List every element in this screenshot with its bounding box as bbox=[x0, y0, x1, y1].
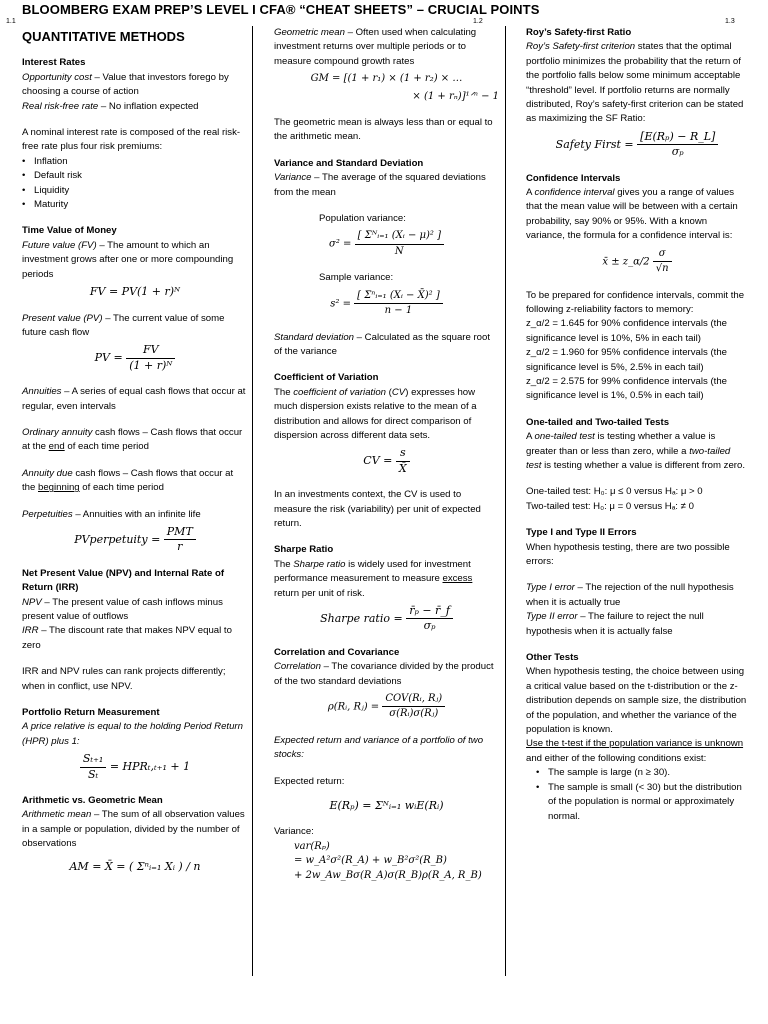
column-2 bbox=[274, 26, 499, 883]
correlation-def: Correlation – The covariance divided by the product of the two standard deviations bbox=[274, 661, 494, 687]
two-tailed-hypothesis: Two-tailed test: H₀: μ = 0 versus Hₐ: ≠ 0 bbox=[526, 500, 694, 512]
column-divider-2 bbox=[505, 26, 506, 976]
portfolio-variance-line3: + 2w_Aw_Bσ(R_A)σ(R_B)ρ(R_A, R_B) bbox=[294, 869, 482, 881]
future-value-formula: FV = PV(1 + r)ᴺ bbox=[89, 285, 181, 299]
npv-def: NPV – The present value of cash inflows minus present value of outflows bbox=[22, 596, 223, 622]
z-factor-90: z_α/2 = 1.645 for 90% confidence intervals (the significance level is 10%, 5% in each tail) bbox=[526, 318, 728, 344]
heading-other-tests: Other Tests bbox=[526, 652, 579, 664]
heading-type-errors: Type I and Type II Errors bbox=[526, 527, 637, 539]
expected-return-formula: E(Rₚ) = Σᴺᵢ₌₁ wᵢE(Rᵢ) bbox=[329, 799, 444, 813]
errors-intro: When hypothesis testing, there are two possible errors: bbox=[526, 541, 730, 567]
portfolio-variance-line1: var(Rₚ) bbox=[294, 840, 330, 852]
population-variance-formula: σ² = $\frac{\text{[ Σᴺᵢ₌₁ (Xᵢ − μ)² ]}}{N}$ bbox=[274, 229, 499, 259]
expected-return-label: Expected return: bbox=[274, 775, 345, 787]
geometric-mean-formula-line1: GM = [(1 + r₁) × (1 + r₂) × … bbox=[310, 73, 463, 85]
arithmetic-mean-def: Arithmetic mean – The sum of all observation values in a sample or population, divided by the number of observations bbox=[22, 809, 245, 850]
t-test-rule: Use the t-test if the population variance is unknown and either of the following conditions exist: bbox=[526, 738, 744, 764]
ordinary-annuity-def: Ordinary annuity cash flows – Cash flows that occur at the end of each time period bbox=[22, 426, 243, 453]
safety-first-formula: Safety First = $\frac{\text{[E(Rₚ) − R\_L]}}{\text{σₚ}}$ bbox=[526, 130, 748, 160]
list-item: • Default risk bbox=[34, 169, 248, 183]
price-relative-text: A price relative is equal to the holding Period Return (HPR) plus 1: bbox=[22, 721, 243, 747]
geometric-mean-formula-line2: × (1 + rₙ)]¹ᐟⁿ − 1 bbox=[412, 90, 499, 102]
irr-def: IRR – The discount rate that makes NPV equal to zero bbox=[22, 625, 232, 651]
column-1 bbox=[22, 26, 248, 877]
cv-formula: CV = $\frac{s}{X̄}$ bbox=[274, 446, 499, 476]
z-factor-99: z_α/2 = 2.575 for 99% confidence intervals (the significance level is 1%, 0.5% in each tail) bbox=[526, 375, 728, 402]
perpetuity-formula: PVperpetuity = $\frac{\text{PMT}}{r}$ bbox=[22, 525, 248, 555]
section-title: QUANTITATIVE METHODS bbox=[22, 29, 185, 44]
nominal-rate-text: A nominal interest rate is composed of the real risk-free rate plus four risk premiums: bbox=[22, 127, 241, 153]
type-2-error-def: Type II error – The failure to reject the null hypothesis when it is actually false bbox=[526, 611, 704, 637]
roy-def: Roy’s Safety-first criterion states that the optimal portfolio minimizes the probability that the return of the portfolio falls below some minimum acceptable “threshold” level. If portfolio returns are normally distributed, Roy’s safety-first criterion can be stated as maximizing the SF Ratio: bbox=[526, 41, 744, 125]
page-number-2: 1.2 bbox=[473, 18, 483, 25]
column-divider-1 bbox=[252, 26, 253, 976]
portfolio-variance-line2: = w_A²σ²(R_A) + w_B²σ²(R_B) bbox=[294, 855, 447, 867]
variance-def: Variance – The average of the squared deviations from the mean bbox=[274, 172, 486, 198]
sharpe-def: The Sharpe ratio is widely used for investment performance measurement to measure excess return per unit of risk. bbox=[274, 558, 473, 599]
list-item: • Liquidity bbox=[34, 184, 248, 198]
heading-roy: Roy’s Safety-first Ratio bbox=[526, 27, 632, 38]
standard-deviation-def: Standard deviation – Calculated as the square root of the variance bbox=[274, 331, 491, 357]
hpr-formula: $\frac{\text{Sₜ₊₁}}{\text{Sₜ}}$ = HPRₜ,ₜ₊₁ + 1 bbox=[22, 752, 248, 782]
heading-tailed-tests: One-tailed and Two-tailed Tests bbox=[526, 416, 670, 428]
future-value-def: Future value (FV) – The amount to which an investment grows after one or more compounding periods bbox=[22, 239, 234, 280]
correlation-formula: ρ(Rᵢ, Rⱼ) = $\frac{\text{COV(Rᵢ, Rⱼ)}}{\text{σ(Rᵢ)σ(Rⱼ)}}$ bbox=[274, 692, 499, 722]
cv-note: In an investments context, the CV is used to measure the risk (variability) per unit of expected return. bbox=[274, 489, 481, 529]
heading-variance: Variance and Standard Deviation bbox=[274, 157, 424, 169]
list-item: • The sample is small (< 30) but the distribution of the population is normal or approximately normal. bbox=[548, 781, 748, 824]
present-value-formula: PV = $\frac{FV}{\text{(1 + r)ᴺ}}$ bbox=[22, 343, 248, 373]
one-tailed-hypothesis: One-tailed test: H₀: μ ≤ 0 versus Hₐ: μ > 0 bbox=[526, 486, 703, 498]
perpetuities-def: Perpetuities – Annuities with an infinite life bbox=[22, 508, 201, 520]
confidence-formula: x̄ ± z_α/2 $\frac{\sigma}{√n}$ bbox=[526, 247, 748, 277]
column-3 bbox=[526, 26, 748, 824]
list-item: • The sample is large (n ≥ 30). bbox=[548, 766, 748, 780]
annuities-def: Annuities – A series of equal cash flows that occur at regular, even intervals bbox=[22, 386, 246, 412]
annuity-due-def: Annuity due cash flows – Cash flows that occur at the beginning of each time period bbox=[22, 467, 234, 494]
sample-variance-label: Sample variance: bbox=[319, 272, 394, 284]
heading-coefficient-variation: Coefficient of Variation bbox=[274, 372, 379, 384]
npv-rule: IRR and NPV rules can rank projects differently; when in conflict, use NPV. bbox=[22, 666, 226, 692]
heading-correlation: Correlation and Covariance bbox=[274, 646, 400, 658]
sample-variance-formula: s² = $\frac{\text{[ Σⁿᵢ₌₁ (Xᵢ − X̄)² ]}}{n - 1}$ bbox=[274, 289, 499, 319]
type-1-error-def: Type I error – The rejection of the null hypothesis when it is actually true bbox=[526, 582, 734, 608]
real-risk-free-def: Real risk-free rate – No inflation expected bbox=[22, 100, 199, 112]
population-variance-label: Population variance: bbox=[319, 213, 406, 225]
other-tests-text: When hypothesis testing, the choice between using a critical value based on the t-distribution or the z-distribution depends on sample size, the distribution of the population, and whether the variance of the population is known. bbox=[526, 666, 747, 736]
sharpe-formula: Sharpe ratio = $\frac{\text{r̄ₚ − r̄\_f}}{\text{σₚ}}$ bbox=[274, 604, 499, 634]
z-factor-95: z_α/2 = 1.960 for 95% confidence intervals (the significance level is 5%, 2.5% in each tail) bbox=[526, 347, 728, 373]
heading-interest-rates: Interest Rates bbox=[22, 57, 86, 69]
portfolio-note: Expected return and variance of a portfolio of two stocks: bbox=[274, 734, 484, 761]
arithmetic-mean-formula: AM = X̄ = ( Σⁿᵢ₌₁ Xᵢ ) / n bbox=[69, 859, 201, 873]
heading-confidence: Confidence Intervals bbox=[526, 172, 621, 184]
t-test-conditions bbox=[526, 766, 748, 824]
opportunity-cost-def: Opportunity cost – Value that investors forego by choosing a course of action bbox=[22, 71, 229, 98]
geometric-mean-note: The geometric mean is always less than or equal to the arithmetic mean. bbox=[274, 117, 493, 143]
heading-arith-geo: Arithmetic vs. Geometric Mean bbox=[22, 795, 163, 807]
confidence-def: A confidence interval gives you a range of values that the mean value will be between with a certain probability, say 90% or 95%. With a known variance, the formula for a confidence interval is: bbox=[526, 187, 738, 242]
list-item: • Maturity bbox=[34, 198, 248, 212]
list-item: • Inflation bbox=[34, 155, 248, 169]
z-memory-text: To be prepared for confidence intervals, commit the following z-reliability factors to memory: bbox=[526, 289, 745, 315]
page-number-3: 1.3 bbox=[725, 18, 735, 25]
page-number-1: 1.1 bbox=[6, 18, 16, 25]
premium-list bbox=[22, 155, 248, 213]
cv-def: The coefficient of variation (CV) expresses how much dispersion exists relative to the mean of a distribution and allows for direct comparison of dispersion across different data sets. bbox=[274, 386, 477, 441]
geometric-mean-def: Geometric mean – Often used when calculating investment returns over multiple periods or to measure compound growth rates bbox=[274, 27, 477, 67]
heading-time-value: Time Value of Money bbox=[22, 225, 117, 237]
page-header: BLOOMBERG EXAM PREP’S LEVEL I CFA® “CHEAT SHEETS” – CRUCIAL POINTS bbox=[22, 2, 540, 17]
heading-npv-irr: Net Present Value (NPV) and Internal Rate of Return (IRR) bbox=[22, 567, 225, 594]
variance-label: Variance: bbox=[274, 826, 314, 838]
tailed-tests-def: A one-tailed test is testing whether a value is greater than or less than zero, while a two-tailed test is testing whether a value is different from zero. bbox=[526, 431, 745, 471]
present-value-def: Present value (PV) – The current value of some future cash flow bbox=[22, 312, 225, 338]
heading-portfolio-return: Portfolio Return Measurement bbox=[22, 707, 160, 719]
heading-sharpe: Sharpe Ratio bbox=[274, 544, 334, 556]
